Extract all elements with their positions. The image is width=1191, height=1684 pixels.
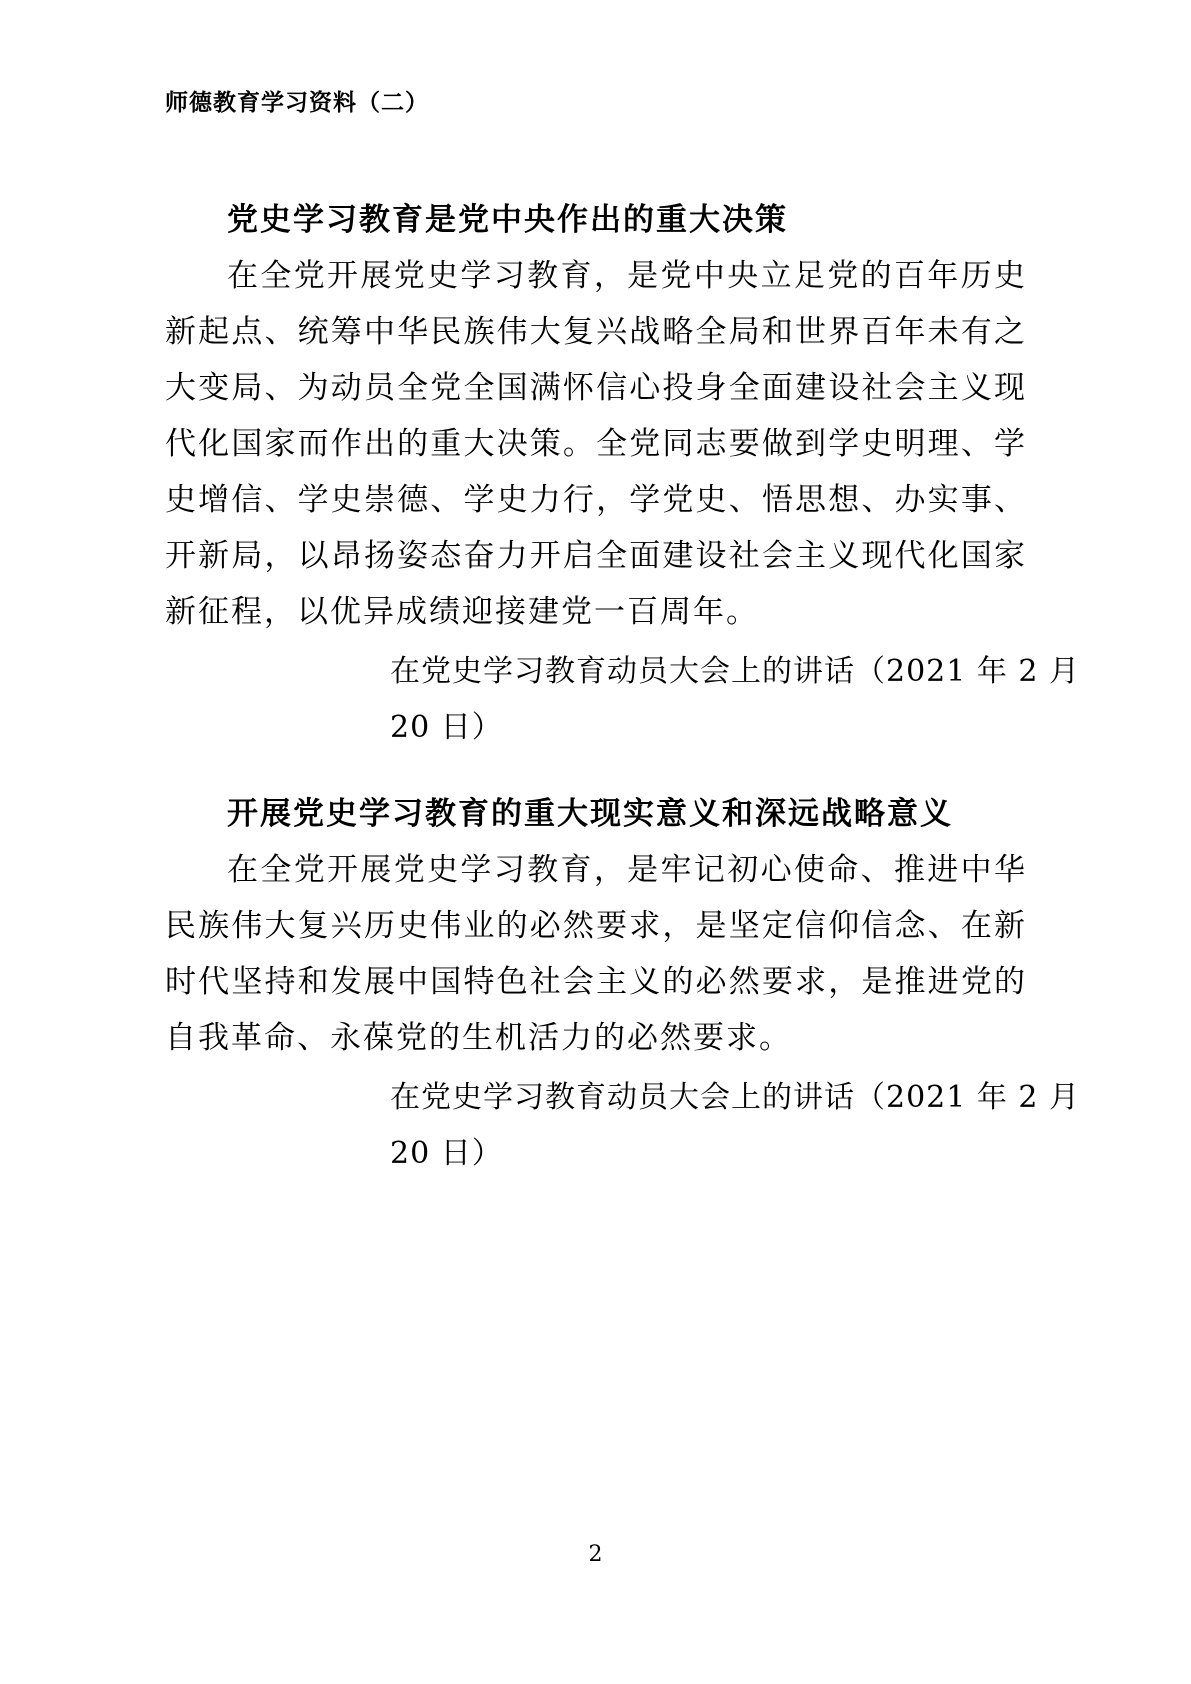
attribution: [390, 1070, 1081, 1182]
section-heading: 党史学习教育是党中央作出的重大决策: [227, 202, 788, 238]
section-strategic-significance: [165, 786, 1081, 1182]
document-header: 师德教育学习资料（二）: [165, 89, 429, 116]
body-paragraph: 在全党开展党史学习教育，是牢记初心使命、推进中华民族伟大复兴历史伟业的必然要求，是坚定信仰信念、在新时代坚持和发展中国特色社会主义的必然要求，是推进党的自我革命、永葆党的生机活力的必然要求。: [165, 852, 1027, 1056]
body-paragraph: 在全党开展党史学习教育，是党中央立足党的百年历史新起点、统筹中华民族伟大复兴战略全局和世界百年未有之大变局、为动员全党全国满怀信心投身全面建设社会主义现代化国家而作出的重大决策。全党同志要做到学史明理、学史增信、学史崇德、学史力行，学党史、悟思想、办实事、开新局，以昂扬姿态奋力开启全面建设社会主义现代化国家新征程，以优异成绩迎接建党一百周年。: [165, 258, 1027, 630]
attribution-source-line: 在党史学习教育动员大会上的讲话（2021 年 2 月: [390, 1080, 1081, 1115]
document-content: [165, 192, 1081, 1212]
attribution-date-line: 20 日）: [390, 1136, 503, 1171]
section-party-history-decision: [165, 192, 1081, 756]
page-number: 2: [588, 1542, 603, 1567]
attribution-date-line: 20 日）: [390, 710, 503, 745]
section-heading: 开展党史学习教育的重大现实意义和深远战略意义: [227, 796, 953, 832]
attribution-source-line: 在党史学习教育动员大会上的讲话（2021 年 2 月: [390, 654, 1081, 689]
attribution: [390, 644, 1081, 756]
